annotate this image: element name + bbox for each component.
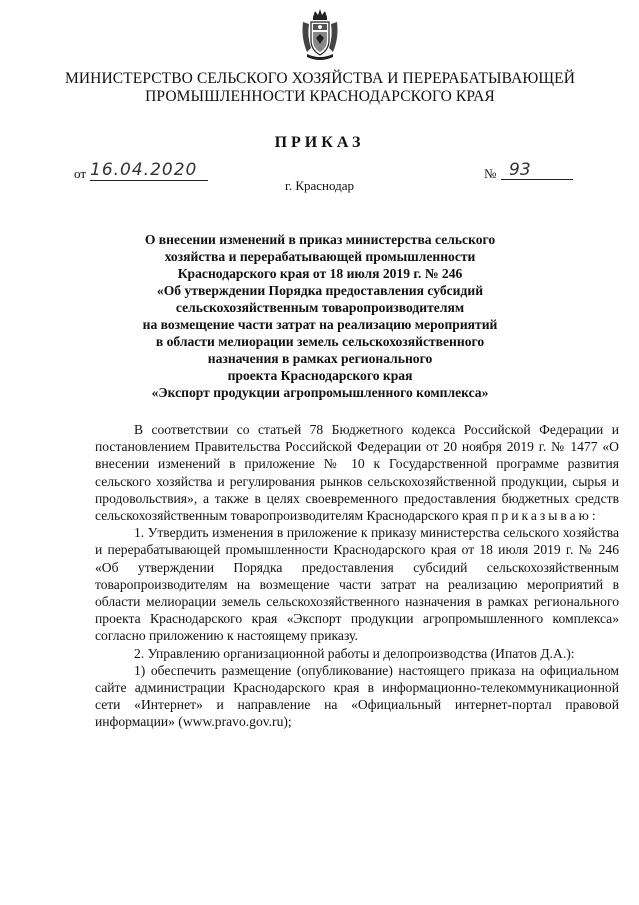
item-1-paragraph: 1. Утвердить изменения в приложение к приказу министерства сельского хозяйства и перерабатывающей промышленности Краснодарского края от 18 июля 2019 г. № 246 «Об утверждении Порядка предоставления субсидий сельскохозяйственным товаропроизводителям на возмещение части затрат на реализацию мероприятий в области мелиорации земель сельскохозяйственного назначения в рамках регионального проекта Краснодарского края «Экспорт продукции агропромышленного комплекса» согласно приложению к настоящему приказу. bbox=[95, 525, 619, 644]
heading-line: хозяйства и перерабатывающей промышленности bbox=[164, 249, 476, 264]
heading-line: на возмещение части затрат на реализацию мероприятий bbox=[142, 317, 498, 332]
heading-line: сельскохозяйственным товаропроизводителям bbox=[175, 300, 465, 315]
document-type-title: ПРИКАЗ bbox=[274, 134, 365, 151]
heading-line: проекта Краснодарского края bbox=[227, 368, 413, 383]
heading-line: «Экспорт продукции агропромышленного комплекса» bbox=[151, 385, 489, 400]
heading-line: О внесении изменений в приказ министерства сельского bbox=[144, 232, 496, 247]
heading-line: «Об утверждении Порядка предоставления субсидий bbox=[156, 283, 484, 298]
krasnodar-coat-of-arms-icon bbox=[299, 8, 341, 62]
order-word: приказываю: bbox=[491, 508, 599, 524]
item-2-paragraph: 2. Управлению организационной работы и делопроизводства (Ипатов Д.А.): bbox=[134, 645, 575, 661]
heading-line: назначения в рамках регионального bbox=[207, 351, 433, 366]
heading-line: Краснодарского края от 18 июля 2019 г. № 246 bbox=[177, 266, 463, 281]
number-prefix: № bbox=[484, 166, 497, 181]
ministry-line-2: ПРОМЫШЛЕННОСТИ КРАСНОДАРСКОГО КРАЯ bbox=[145, 88, 495, 105]
ministry-line-1: МИНИСТЕРСТВО СЕЛЬСКОГО ХОЗЯЙСТВА И ПЕРЕРАБАТЫВАЮЩЕЙ bbox=[64, 70, 575, 87]
intro-paragraph bbox=[95, 421, 619, 524]
heading-line: в области мелиорации земель сельскохозяйственного bbox=[155, 334, 485, 349]
document-heading bbox=[90, 231, 550, 401]
intro-text: В соответствии со статьей 78 Бюджетного кодекса Российской Федерации и постановлением Правительства Российской Федерации от 20 ноября 2019 г. № 1477 «О внесении изменений в приложение № 10 к Государственной программе развития сельского хозяйства и регулирования рынков сельскохозяйственной продукции, сырья и продовольствия», а также в целях своевременного предоставления бюджетных средств сельскохозяйственным товаропроизводителям Краснодарского края bbox=[95, 422, 619, 524]
date-prefix: от bbox=[74, 166, 87, 181]
city-label: г. Краснодар bbox=[284, 178, 355, 193]
item-2-1-paragraph: 1) обеспечить размещение (опубликование) настоящего приказа на официальном сайте администрации Краснодарского края в информационно-телекоммуникационной сети «Интернет» и направление на «Официальный интернет-портал правовой информации» (www.pravo.gov.ru); bbox=[95, 662, 619, 730]
date-handwritten: 16.04.2020 bbox=[90, 160, 208, 181]
ministry-name bbox=[40, 70, 600, 106]
document-body bbox=[95, 421, 619, 731]
number-handwritten: 93 bbox=[501, 160, 573, 180]
